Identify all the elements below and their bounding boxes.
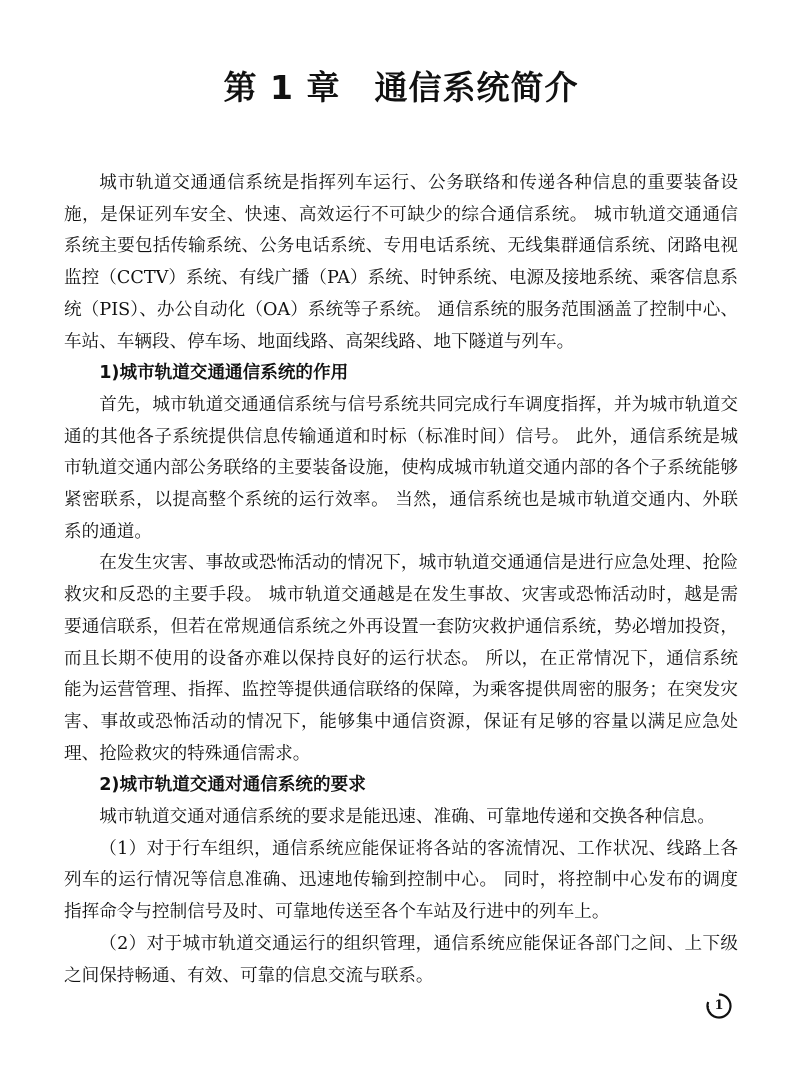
requirements-paragraph-3: （2）对于城市轨道交通运行的组织管理，通信系统应能保证各部门之间、上下级之间保持畅通、有效、可靠的信息交流与联系。 <box>64 933 738 986</box>
document-page <box>64 0 738 1068</box>
page-number: 1 <box>714 998 724 1013</box>
section-heading-requirements: 2)城市轨道交通对通信系统的要求 <box>99 775 366 796</box>
page-content <box>64 168 738 992</box>
requirements-paragraph-2: （1）对于行车组织，通信系统应能保证将各站的客流情况、工作状况、线路上各列车的运行情况等信息准确、迅速地传输到控制中心。 同时，将控制中心发布的调度指挥命令与控制信号及时、可靠地传送至各个车站及行进中的列车上。 <box>64 838 738 923</box>
page-number-badge <box>705 992 733 1020</box>
role-paragraph-1: 首先，城市轨道交通通信系统与信号系统共同完成行车调度指挥，并为城市轨道交通的其他各子系统提供信息传输通道和时标（标准时间）信号。 此外，通信系统是城市轨道交通内部公务联络的主要装备设施，使构成城市轨道交通内部的各个子系统能够紧密联系，以提高整个系统的运行效率。 当然，通信系统也是城市轨道交通内、外联系的通道。 <box>64 394 738 542</box>
intro-paragraph: 城市轨道交通通信系统是指挥列车运行、公务联络和传递各种信息的重要装备设施，是保证列车安全、快速、高效运行不可缺少的综合通信系统。 城市轨道交通通信系统主要包括传输系统、公务电话系统、专用电话系统、无线集群通信系统、闭路电视监控（CCTV）系统、有线广播（PA）系统、时钟系统、电源及接地系统、乘客信息系统（PIS）、办公自动化（OA）系统等子系统。 通信系统的服务范围涵盖了控制中心、车站、车辆段、停车场、地面线路、高架线路、地下隧道与列车。 <box>64 173 738 352</box>
chapter-title: 第 1 章 通信系统简介 <box>223 68 579 107</box>
section-heading-role: 1)城市轨道交通通信系统的作用 <box>99 363 349 384</box>
requirements-paragraph-1: 城市轨道交通对通信系统的要求是能迅速、准确、可靠地传递和交换各种信息。 <box>99 807 715 828</box>
role-paragraph-2: 在发生灾害、事故或恐怖活动的情况下，城市轨道交通通信是进行应急处理、抢险救灾和反恐的主要手段。 城市轨道交通越是在发生事故、灾害或恐怖活动时，越是需要通信联系，但若在常规通信系统之外再设置一套防灾救护通信系统，势必增加投资，而且长期不使用的设备亦难以保持良好的运行状态。 所以，在正常情况下，通信系统能为运营管理、指挥、监控等提供通信联络的保障，为乘客提供周密的服务；在突发灾害、事故或恐怖活动的情况下，能够集中通信资源，保证有足够的容量以满足应急处理、抢险救灾的特殊通信需求。 <box>64 553 738 764</box>
